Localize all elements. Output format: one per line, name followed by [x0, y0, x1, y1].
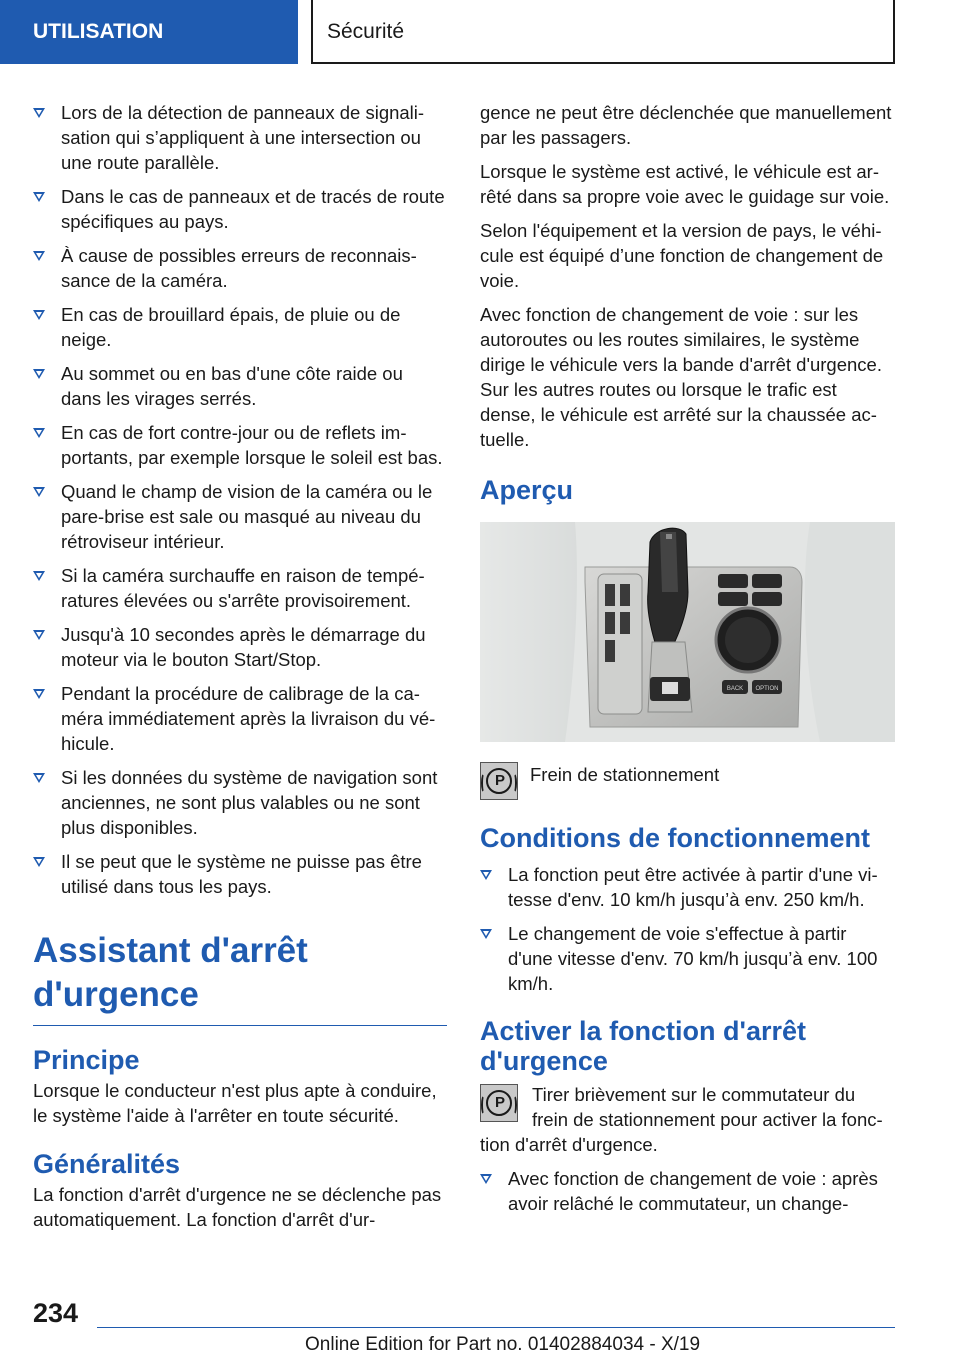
- list-item: Si la caméra surchauffe en raison de températures élevées ou s'arrête provisoirement.: [33, 563, 447, 613]
- triangle-bullet-icon: [480, 870, 492, 880]
- section-header: [311, 0, 895, 64]
- chapter-title: UTILISATION: [33, 20, 164, 43]
- list-item: Avec fonction de changement de voie : après avoir relâché le commutateur, un change-: [480, 1166, 895, 1216]
- list-item: Le changement de voie s'effectue à partir d'une vitesse d'env. 70 km/h jusqu’à env. 100 km/h.: [480, 921, 895, 996]
- triangle-bullet-icon: [33, 310, 45, 320]
- center-console-photo: [480, 522, 895, 742]
- list-item: À cause de possibles erreurs de reconnaissance de la caméra.: [33, 243, 447, 293]
- left-column: [33, 100, 447, 1241]
- list-item: Quand le champ de vision de la caméra ou le pare-brise est sale ou masqué au niveau du rétroviseur intérieur.: [33, 479, 447, 554]
- list-item: Au sommet ou en bas d'une côte raide ou dans les virages serrés.: [33, 361, 447, 411]
- triangle-bullet-icon: [33, 428, 45, 438]
- list-item: Lors de la détection de panneaux de signalisation qui s’appliquent à une intersection ou une route parallèle.: [33, 100, 447, 175]
- center-console-illustration: [480, 522, 895, 742]
- list-item: En cas de fort contre-jour ou de reflets importants, par exemple lorsque le soleil est bas.: [33, 420, 447, 470]
- triangle-bullet-icon: [33, 487, 45, 497]
- list-item: La fonction peut être activée à partir d'une vitesse d'env. 10 km/h jusqu’à env. 250 km/h.: [480, 862, 895, 912]
- triangle-bullet-icon: [480, 1174, 492, 1184]
- triangle-bullet-icon: [33, 630, 45, 640]
- paragraph: gence ne peut être déclenchée que manuellement par les passagers.: [480, 102, 892, 148]
- triangle-bullet-icon: [33, 251, 45, 261]
- principe-text: Lorsque le conducteur n'est plus apte à conduire, le système l'aide à l'arrêter en toute sécurité.: [33, 1080, 437, 1126]
- list-item: Il se peut que le système ne puisse pas être utilisé dans tous les pays.: [33, 849, 447, 899]
- triangle-bullet-icon: [33, 773, 45, 783]
- triangle-bullet-icon: [33, 571, 45, 581]
- activer-text: Tirer brièvement sur le commutateur du frein de stationnement pour activer la fonction d'arrêt d'urgence.: [480, 1084, 883, 1155]
- parking-brake-legend: [480, 762, 895, 800]
- paragraph: Selon l'équipement et la version de pays, le véhicule est équipé d’une fonction de changement de voie.: [480, 220, 884, 291]
- section-title: Sécurité: [327, 20, 405, 43]
- footer-divider: [97, 1327, 895, 1328]
- triangle-bullet-icon: [33, 108, 45, 118]
- activer-list: [480, 1166, 895, 1216]
- footer-edition: Online Edition for Part no. 01402884034 - X/19: [305, 1334, 701, 1355]
- principe-heading: Principe: [33, 1045, 140, 1075]
- conditions-list: [480, 862, 895, 996]
- option-button-label: OPTION: [755, 686, 779, 692]
- apercu-heading: Aperçu: [480, 475, 574, 505]
- parking-brake-icon: P: [480, 1084, 518, 1122]
- generalites-text: La fonction d'arrêt d'urgence ne se déclenche pas automatiquement. La fonction d'arrêt d'ur-: [33, 1184, 442, 1230]
- list-item: Jusqu'à 10 secondes après le démarrage du moteur via le bouton Start/Stop.: [33, 622, 447, 672]
- triangle-bullet-icon: [33, 857, 45, 867]
- conditions-heading: Conditions de fonctionnement: [480, 823, 870, 853]
- list-item: Dans le cas de panneaux et de tracés de route spécifiques au pays.: [33, 184, 447, 234]
- paragraph: Avec fonction de changement de voie : sur les autoroutes ou les routes similaires, le système dirige le véhicule vers la bande d'arrêt d'urgence. Sur les autres routes ou lorsque le trafic est dense, le véhicule est arrêté sur la chaussée actuelle.: [480, 304, 882, 450]
- parking-brake-caption: Frein de stationnement: [530, 764, 720, 785]
- activer-instruction: [480, 1082, 895, 1157]
- back-button-label: BACK: [726, 686, 744, 692]
- activer-heading: Activer la fonction d'arrêt d'urgence: [480, 1016, 806, 1076]
- page-number: 234: [33, 1298, 79, 1328]
- limitations-list: [33, 100, 447, 899]
- parking-brake-icon: P: [480, 762, 518, 800]
- triangle-bullet-icon: [33, 369, 45, 379]
- generalites-heading: Généralités: [33, 1149, 181, 1179]
- chapter-tab: [0, 0, 298, 64]
- right-column: [480, 100, 895, 1225]
- list-item: Si les données du système de navigation sont anciennes, ne sont plus valables ou ne sont plus disponibles.: [33, 765, 447, 840]
- list-item: En cas de brouillard épais, de pluie ou de neige.: [33, 302, 447, 352]
- list-item: Pendant la procédure de calibrage de la caméra immédiatement après la livraison du véhicule.: [33, 681, 447, 756]
- triangle-bullet-icon: [33, 192, 45, 202]
- paragraph: Lorsque le système est activé, le véhicule est arrêté dans sa propre voie avec le guidage sur voie.: [480, 161, 890, 207]
- triangle-bullet-icon: [33, 689, 45, 699]
- triangle-bullet-icon: [480, 929, 492, 939]
- page-main-title: Assistant d'arrêt d'urgence: [33, 929, 447, 1026]
